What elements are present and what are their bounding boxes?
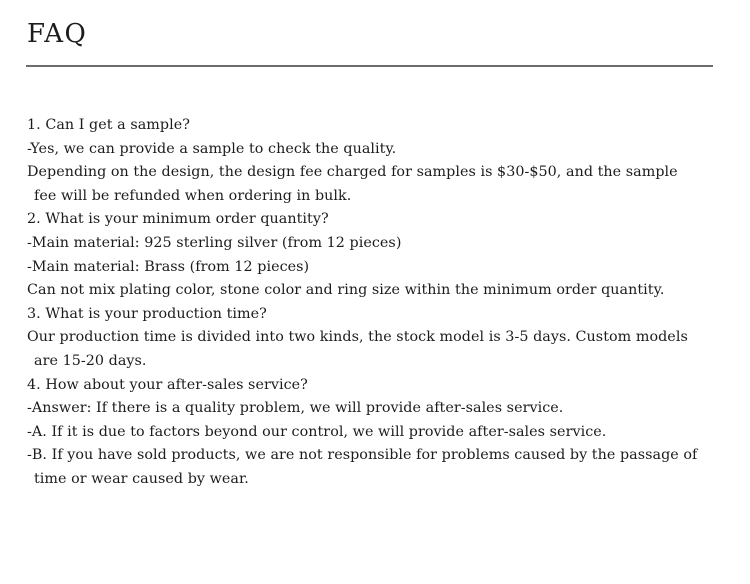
answer-1-line-1: -Yes, we can provide a sample to check the quality. [27, 140, 397, 157]
title-divider [26, 65, 713, 67]
answer-2-line-3: Can not mix plating color, stone color and ring size within the minimum order quantity. [27, 282, 665, 299]
answer-4-line-3: -B. If you have sold products, we are not responsible for problems caused by the passage of [27, 447, 698, 464]
answer-1-line-2: Depending on the design, the design fee charged for samples is $30-$50, and the sample [27, 164, 678, 181]
question-3: 3. What is your production time? [27, 305, 267, 322]
answer-3-line-1: Our production time is divided into two kinds, the stock model is 3-5 days. Custom models [27, 329, 688, 346]
question-2: 2. What is your minimum order quantity? [27, 211, 329, 228]
answer-4-line-2: -A. If it is due to factors beyond our control, we will provide after-sales service. [27, 423, 607, 440]
answer-3-line-2: are 15-20 days. [34, 352, 147, 369]
answer-4-line-4: time or wear caused by wear. [34, 470, 249, 487]
page-title: FAQ [27, 19, 88, 49]
answer-2-line-1: -Main material: 925 sterling silver (from 12 pieces) [27, 234, 402, 251]
question-4: 4. How about your after-sales service? [27, 376, 308, 393]
faq-content [27, 114, 742, 492]
answer-2-line-2: -Main material: Brass (from 12 pieces) [27, 258, 310, 275]
question-1: 1. Can I get a sample? [27, 117, 190, 133]
answer-4-line-1: -Answer: If there is a quality problem, we will provide after-sales service. [27, 400, 564, 417]
answer-1-line-3: fee will be refunded when ordering in bulk. [34, 187, 352, 204]
